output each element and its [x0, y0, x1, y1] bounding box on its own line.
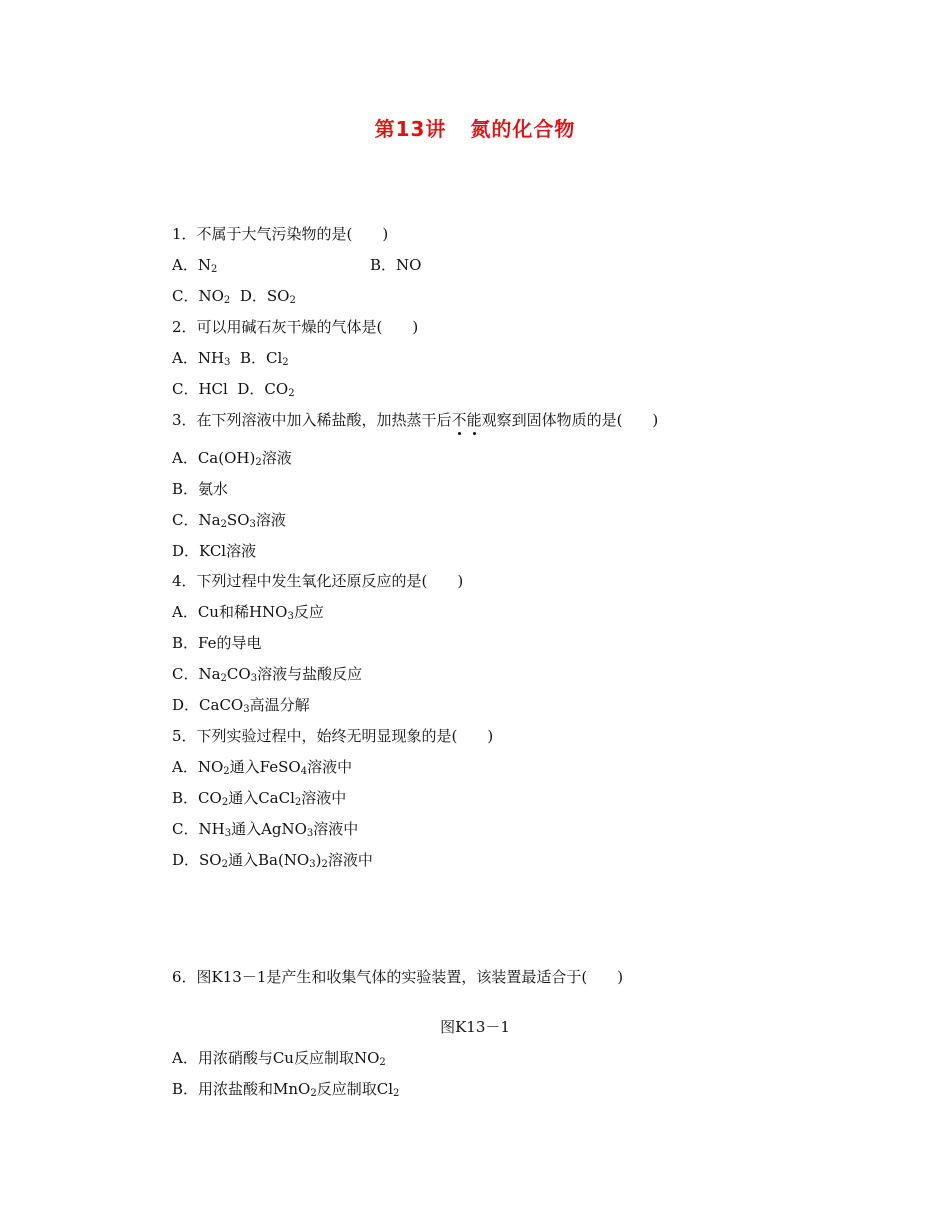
question-5-stem: 5．下列实验过程中，始终无明显现象的是( ): [172, 727, 494, 745]
page-title: [0, 113, 950, 142]
question-4-stem: 4．下列过程中发生氧化还原反应的是( ): [172, 572, 464, 590]
q1-option-a: A．$N_2$: [172, 256, 218, 275]
lesson-number: 第13讲: [374, 117, 447, 141]
q6-option-a: A．用浓硝酸与Cu反应制取$NO_2$: [172, 1049, 386, 1068]
figure-caption: 图K13－1: [440, 1018, 510, 1036]
q5-option-a: A．$NO_2$通入FeSO$_4$溶液中: [172, 758, 353, 777]
emphasis-not: 不: [451, 411, 467, 429]
q1-option-b: B．NO: [370, 256, 422, 274]
q3-option-b: B．氨水: [172, 480, 229, 498]
q4-option-b: B．Fe的导电: [172, 634, 262, 652]
q5-option-c: C．$NH_3$通入AgNO$_3$溶液中: [172, 820, 359, 839]
q4-option-d: D．CaCO$_3$高温分解: [172, 696, 310, 715]
lesson-topic: 氮的化合物: [470, 117, 576, 141]
q1-option-cd: C．$NO_2$ D．$SO_2$: [172, 287, 296, 306]
emphasis-can: 能: [466, 411, 482, 429]
question-6-stem: 6．图K13－1是产生和收集气体的实验装置，该装置最适合于( ): [172, 968, 624, 986]
q2-option-cd: C．HCl D．$CO_2$: [172, 380, 295, 399]
q3-option-d: D．KCl溶液: [172, 542, 257, 560]
q5-option-d: D．$SO_2$通入$Ba(NO_3)_2$溶液中: [172, 851, 373, 870]
question-3-stem: 3．在下列溶液中加入稀盐酸，加热蒸干后不能观察到固体物质的是( ): [172, 411, 659, 429]
q4-option-c: C．$Na_2CO_3$溶液与盐酸反应: [172, 665, 363, 684]
question-2-stem: 2．可以用碱石灰干燥的气体是( ): [172, 318, 419, 336]
q5-option-b: B．$CO_2$通入CaCl$_2$溶液中: [172, 789, 347, 808]
q3-option-a: A．$Ca(OH)_2$溶液: [172, 449, 292, 468]
q4-option-a: A．Cu和稀$HNO_3$反应: [172, 603, 324, 622]
question-1-stem: 1．不属于大气污染物的是( ): [172, 225, 389, 243]
q2-option-ab: A．$NH_3$ B．$Cl_2$: [172, 349, 289, 368]
q6-option-b: B．用浓盐酸和MnO$_2$反应制取$Cl_2$: [172, 1080, 400, 1099]
q3-option-c: C．$Na_2SO_3$溶液: [172, 511, 286, 530]
